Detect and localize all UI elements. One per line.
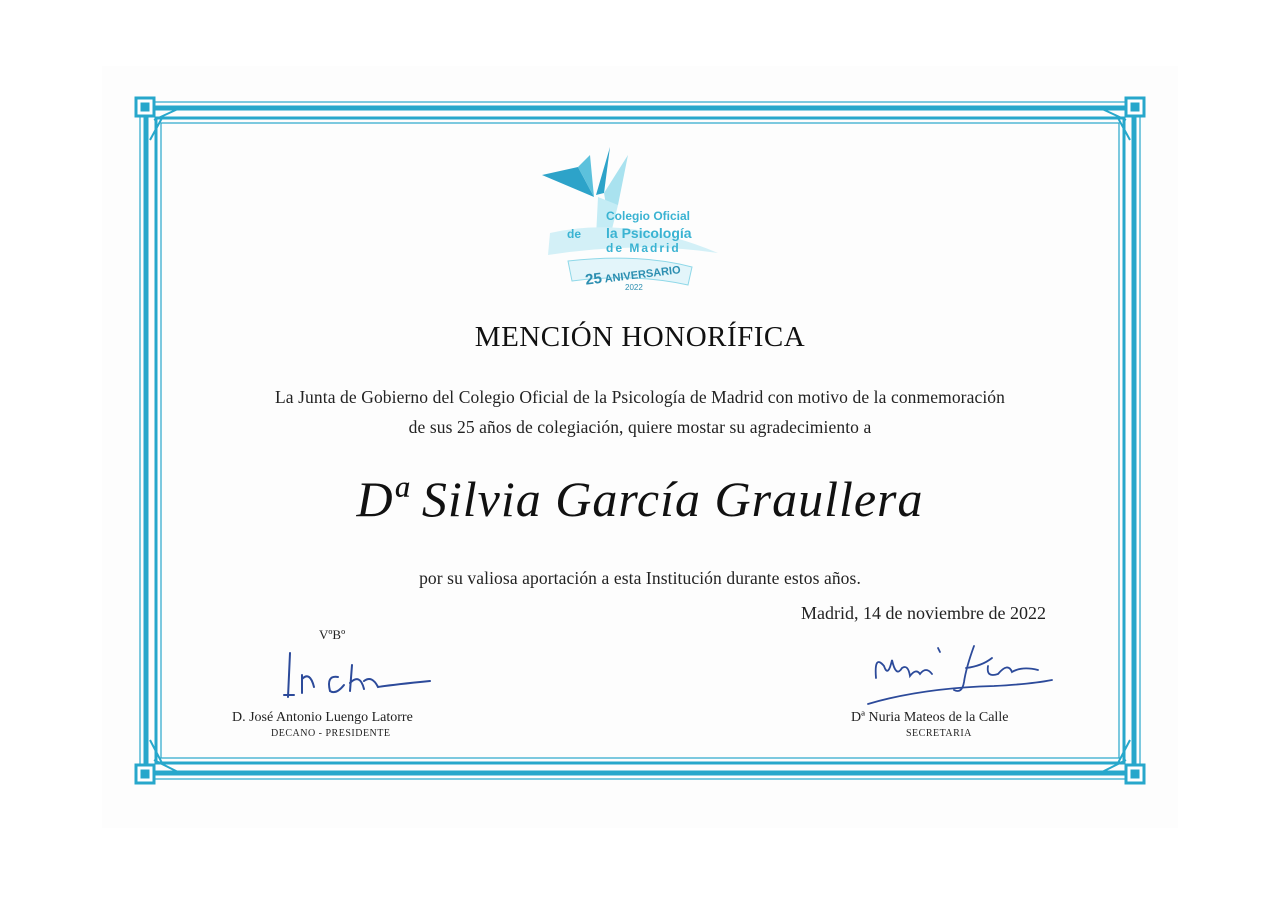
logo-text-line3: de Madrid <box>606 241 681 255</box>
logo-text-line2: la Psicología <box>606 225 692 241</box>
left-signatory-name: D. José Antonio Luengo Latorre <box>232 710 413 725</box>
intro-line-2: de sus 25 años de colegiación, quiere mostar su agradecimiento a <box>408 417 872 437</box>
issue-date: Madrid, 14 de noviembre de 2022 <box>801 603 1046 623</box>
logo-year: 2022 <box>625 283 643 292</box>
right-signatory-role: SECRETARIA <box>906 728 972 739</box>
reason-line: por su valiosa aportación a esta Institución durante estos años. <box>419 568 861 588</box>
left-signature-icon <box>280 645 440 705</box>
left-signatory-role: DECANO - PRESIDENTE <box>271 728 391 739</box>
right-signature-icon <box>862 638 1062 710</box>
logo-anniversary-number: 25 <box>584 269 603 289</box>
logo-anniversary-label: ANIVERSARIO <box>604 264 682 286</box>
intro-line-1: La Junta de Gobierno del Colegio Oficial de la Psicología de Madrid con motivo de la conmemoración <box>274 387 1006 407</box>
approval-mark: VºBº <box>319 627 346 642</box>
right-signatory-name: Dª Nuria Mateos de la Calle <box>851 710 1009 725</box>
recipient-name: Dª Silvia García Graullera <box>356 471 924 527</box>
logo-text-de: de <box>567 227 582 241</box>
certificate-title: MENCIÓN HONORÍFICA <box>474 321 806 353</box>
logo-text-line1: Colegio Oficial <box>606 209 691 223</box>
